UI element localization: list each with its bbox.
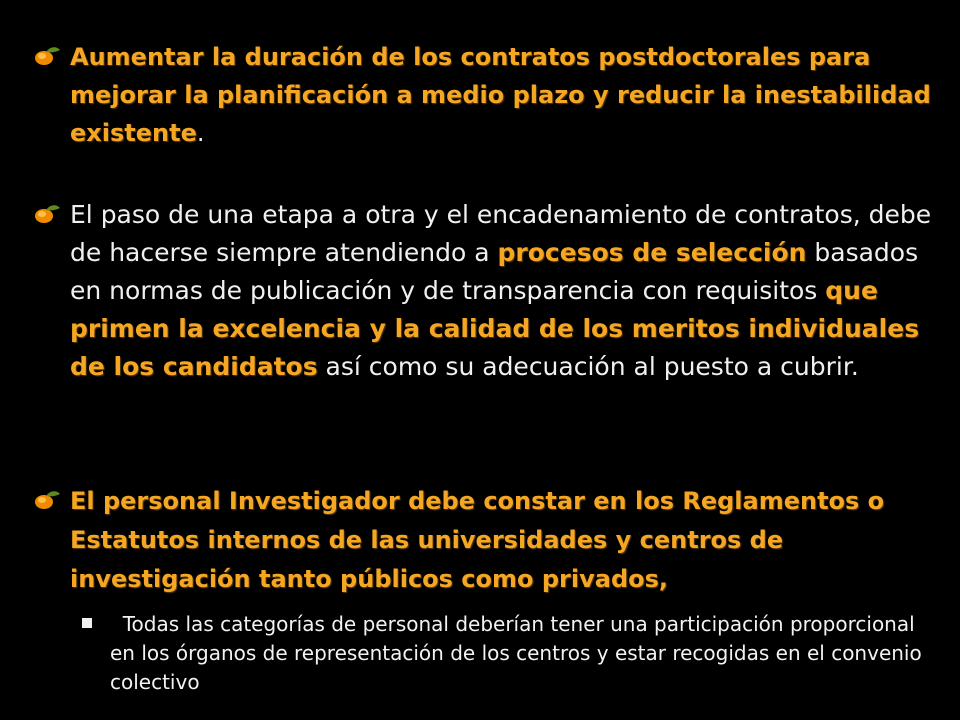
bullet-2-text-c: así como su adecuación al puesto a cubrir. [317,352,859,381]
square-bullet-icon [82,618,92,628]
bullet-1-emphasis: Aumentar la duración de los contratos postdoctorales para mejorar la planificación a medio plazo y reducir la inestabilidad existente [70,43,931,147]
bullet-3-emphasis: El personal Investigador debe constar en los Reglamentos o Estatutos internos de las universidades y centros de investigación tanto públicos como privados, [70,487,885,593]
bullet-2-emphasis-b: que primen la excelencia y la calidad de los meritos individuales de los candidatos [70,276,920,381]
sub-bullet [110,610,930,697]
orange-fruit-bullet-icon [30,488,62,510]
bullet-2 [70,196,936,386]
sub-bullet-text: Todas las categorías de personal deberían tener una participación proporcional en los órganos de representación de los centros y estar recogidas en el convenio colectivo [110,612,929,694]
bullet-3 [70,482,936,599]
orange-fruit-bullet-icon [30,202,62,224]
bullet-2-emphasis-a: procesos de selección [497,238,807,267]
bullet-2-text-a: El paso de una etapa a otra y el encadenamiento de contratos, debe de hacerse siempre atendiendo a [70,200,932,267]
bullet-1-period: . [196,119,205,147]
bullet-2-text-b: basados en normas de publicación y de transparencia con requisitos [70,238,919,305]
orange-fruit-bullet-icon [30,44,62,66]
bullet-1 [70,38,936,152]
